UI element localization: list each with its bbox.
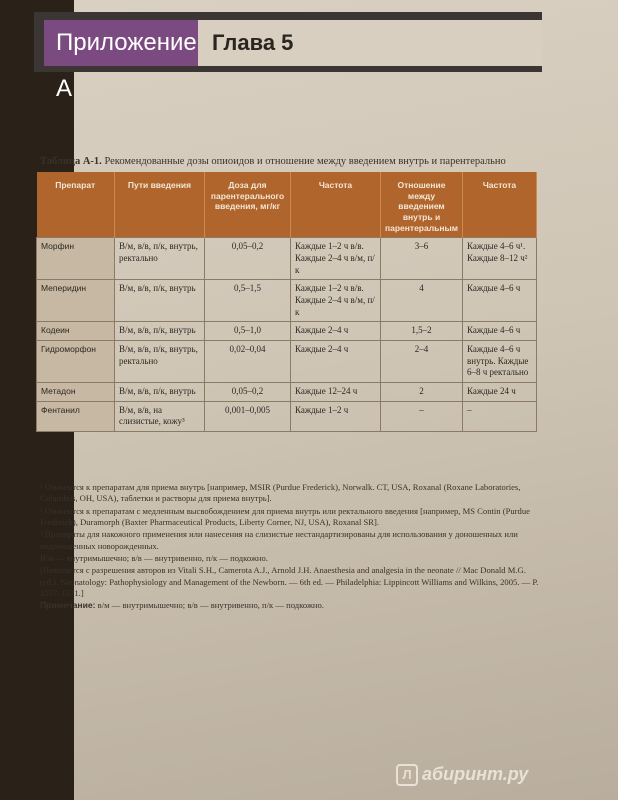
table-row [37, 238, 537, 280]
dose-cell: 0,001–0,005 [205, 401, 291, 431]
table-row [37, 383, 537, 402]
route-cell: В/м, в/в, п/к, внутрь [115, 280, 205, 322]
watermark-text: абиринт.ру [422, 764, 529, 784]
dose-cell: 0,5–1,0 [205, 322, 291, 341]
drug-name-cell: Меперидин [37, 280, 115, 322]
opioid-dose-table [36, 172, 537, 432]
drug-name-cell: Морфин [37, 238, 115, 280]
footnote-2: ² Относится к препаратам с медленным высвобождением для приема внутрь или ректального введения [например, MS Contin (Purdue Frederick), Duramorph (Baxter Pharmaceutical Products, Liberty Corner, NJ, USA), Roxanal SR]. [40, 505, 530, 528]
drug-name-cell: Кодеин [37, 322, 115, 341]
oral-frequency-cell: – [463, 401, 537, 431]
chapter-title: Глава 5 [198, 20, 542, 66]
labirint-logo-icon: Л [396, 764, 418, 786]
ratio-cell: 4 [381, 280, 463, 322]
table-row [37, 340, 537, 382]
source-citation: [Печатается с разрешения авторов из Vitali S.H., Camerota A.J., Arnold J.H. Anaesthesia and analgesia in the neonate // Mac Donald M.G. (ed.). Neonatology: Pathophysiology and Management of the Newborn. — 6th ed. — Philadelphia: Lippincott Williams and Wilkins, 2005. — P. 1557–1571.] [40, 565, 539, 599]
ratio-cell: – [381, 401, 463, 431]
caption-text: Рекомендованные дозы опиоидов и отношение между введением внутрь и парентерально [104, 156, 506, 167]
route-cell: В/м, в/в, п/к, внутрь, ректально [115, 340, 205, 382]
route-cell: В/м, в/в, п/к, внутрь [115, 322, 205, 341]
table-caption [40, 156, 544, 167]
column-header: Пути введения [115, 172, 205, 238]
route-cell: В/м, в/в, п/к, внутрь, ректально [115, 238, 205, 280]
abbreviations: В/м — внутримышечно; в/в — внутривенно, п/к — подкожно. [40, 553, 268, 564]
drug-name-cell: Гидроморфон [37, 340, 115, 382]
route-cell: В/м, в/в, на слизистые, кожу³ [115, 401, 205, 431]
caption-label: Таблица А-1. [40, 156, 102, 167]
route-cell: В/м, в/в, п/к, внутрь [115, 383, 205, 402]
column-header: Доза для парентерального введения, мг/кг [205, 172, 291, 238]
frequency-cell: Каждые 12–24 ч [291, 383, 381, 402]
dose-cell: 0,05–0,2 [205, 238, 291, 280]
note [40, 600, 540, 611]
table-row [37, 401, 537, 431]
oral-frequency-cell: Каждые 4–6 ч¹. Каждые 8–12 ч² [463, 238, 537, 280]
section-title: Приложение А [44, 20, 198, 66]
column-header: Препарат [37, 172, 115, 238]
dose-cell: 0,02–0,04 [205, 340, 291, 382]
ratio-cell: 2 [381, 383, 463, 402]
footnote-3: ³ Препараты для накожного применения или нанесения на слизистые нестандартизированы для использования у доношенных или недоношенных новорожденных. [40, 529, 518, 551]
frequency-cell: Каждые 2–4 ч [291, 340, 381, 382]
oral-frequency-cell: Каждые 4–6 ч [463, 280, 537, 322]
drug-name-cell: Метадон [37, 383, 115, 402]
labirint-watermark [396, 764, 528, 786]
table-notes [40, 482, 540, 613]
frequency-cell: Каждые 1–2 ч в/в. Каждые 2–4 ч в/м, п/к [291, 238, 381, 280]
footnote-1: ¹ Относится к препаратам для приема внутрь [например, MSIR (Purdue Frederick), Norwalk. CT, USA, Roxanal (Roxane Laboratories, Columbus, OH, USA), таблетки и растворы для приема внутрь]. [40, 482, 521, 504]
ratio-cell: 2–4 [381, 340, 463, 382]
column-header: Частота [463, 172, 537, 238]
table-row [37, 280, 537, 322]
frequency-cell: Каждые 1–2 ч в/в. Каждые 2–4 ч в/м, п/к [291, 280, 381, 322]
dose-cell: 0,05–0,2 [205, 383, 291, 402]
frequency-cell: Каждые 2–4 ч [291, 322, 381, 341]
table-header-row [37, 172, 537, 238]
drug-name-cell: Фентанил [37, 401, 115, 431]
column-header: Частота [291, 172, 381, 238]
table-row [37, 322, 537, 341]
oral-frequency-cell: Каждые 4–6 ч внутрь. Каждые 6–8 ч ректально [463, 340, 537, 382]
dose-cell: 0,5–1,5 [205, 280, 291, 322]
frequency-cell: Каждые 1–2 ч [291, 401, 381, 431]
ratio-cell: 1,5–2 [381, 322, 463, 341]
column-header: Отношение между введением внутрь и парентеральным [381, 172, 463, 238]
note-label: Примечание: [40, 600, 96, 611]
note-text: в/м — внутримышечно; в/в — внутривенно, п/к — подкожно. [97, 600, 324, 611]
ratio-cell: 3–6 [381, 238, 463, 280]
oral-frequency-cell: Каждые 4–6 ч [463, 322, 537, 341]
oral-frequency-cell: Каждые 24 ч [463, 383, 537, 402]
